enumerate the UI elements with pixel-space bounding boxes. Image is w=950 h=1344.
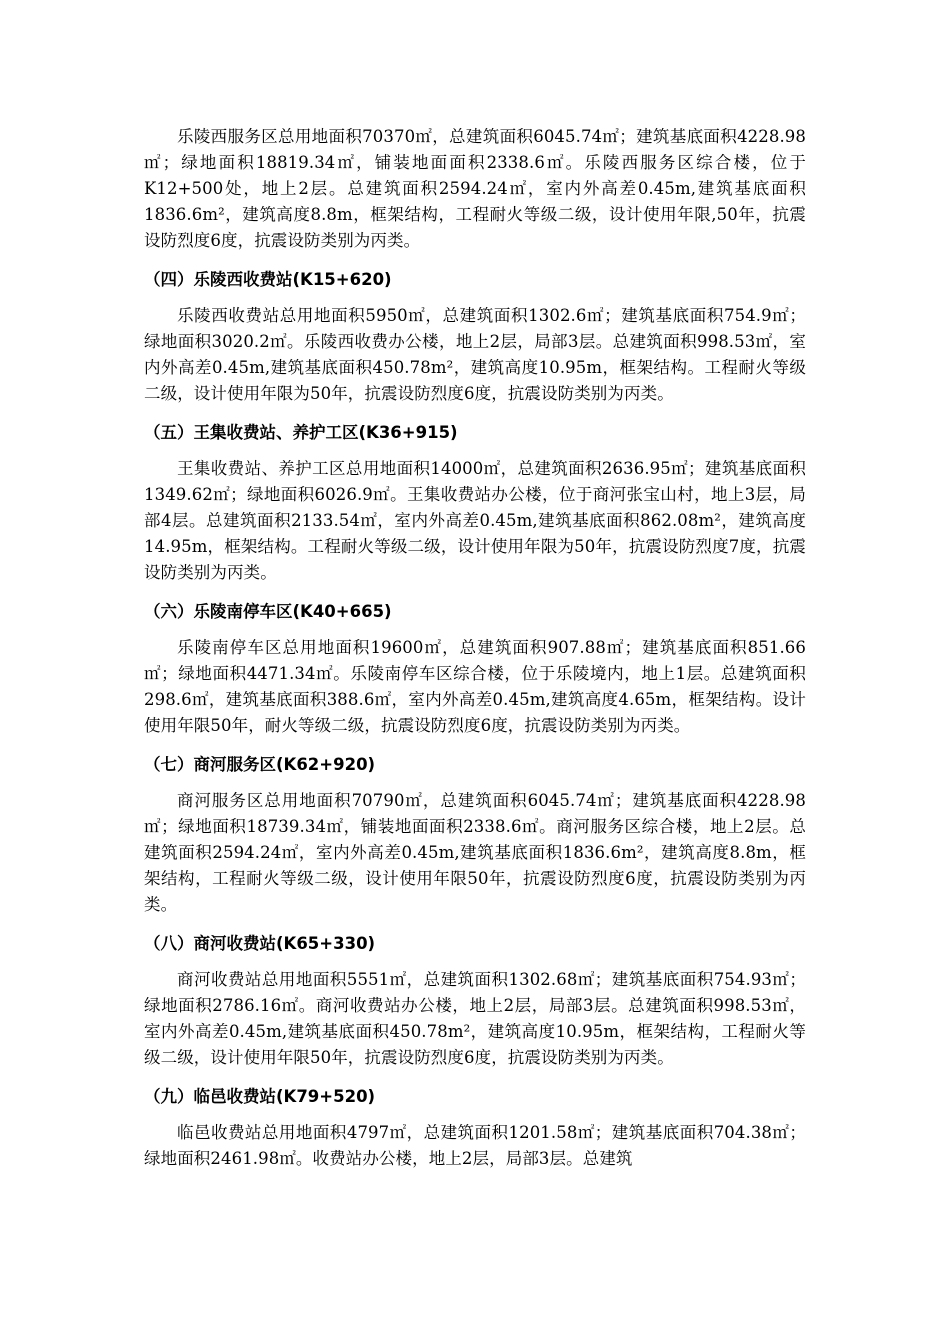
section-heading: （八）商河收费站(K65+330) [144, 934, 376, 953]
section-8 [144, 931, 806, 1071]
section-4 [144, 267, 806, 407]
section-heading: （四）乐陵西收费站(K15+620) [144, 270, 392, 289]
section-7 [144, 752, 806, 918]
section-paragraph: 乐陵南停车区总用地面积19600㎡，总建筑面积907.88㎡；建筑基底面积851.66㎡；绿地面积4471.34㎡。乐陵南停车区综合楼，位于乐陵境内，地上1层。总建筑面积298.6㎡，建筑基底面积388.6㎡，室内外高差0.45m,建筑高度4.65m，框架结构。设计使用年限50年，耐火等级二级，抗震设防烈度6度，抗震设防类别为丙类。 [144, 638, 806, 735]
section-paragraph: 王集收费站、养护工区总用地面积14000㎡，总建筑面积2636.95㎡；建筑基底面积1349.62㎡；绿地面积6026.9㎡。王集收费站办公楼，位于商河张宝山村，地上3层，局部4层。总建筑面积2133.54㎡，室内外高差0.45m,建筑基底面积862.08m²，建筑高度14.95m，框架结构。工程耐火等级二级，设计使用年限为50年，抗震设防烈度7度，抗震设防类别为丙类。 [144, 459, 806, 582]
document-body [144, 124, 806, 1172]
section-paragraph: 商河收费站总用地面积5551㎡，总建筑面积1302.68㎡；建筑基底面积754.93㎡；绿地面积2786.16㎡。商河收费站办公楼，地上2层，局部3层。总建筑面积998.53㎡，室内外高差0.45m,建筑基底面积450.78m²，建筑高度10.95m，框架结构，工程耐火等级二级，设计使用年限50年，抗震设防烈度6度，抗震设防类别为丙类。 [144, 970, 806, 1067]
section-heading: （九）临邑收费站(K79+520) [144, 1087, 376, 1106]
section-heading: （五）王集收费站、养护工区(K36+915) [144, 423, 458, 442]
section-6 [144, 599, 806, 739]
section-5 [144, 420, 806, 586]
section-heading: （七）商河服务区(K62+920) [144, 755, 376, 774]
intro-paragraph: 乐陵西服务区总用地面积70370㎡，总建筑面积6045.74㎡；建筑基底面积4228.98㎡；绿地面积18819.34㎡，铺装地面面积2338.6㎡。乐陵西服务区综合楼，位于K12+500处，地上2层。总建筑面积2594.24㎡，室内外高差0.45m,建筑基底面积1836.6m²，建筑高度8.8m，框架结构，工程耐火等级二级，设计使用年限,50年，抗震设防烈度6度，抗震设防类别为丙类。 [144, 127, 806, 250]
section-paragraph: 商河服务区总用地面积70790㎡，总建筑面积6045.74㎡；建筑基底面积4228.98㎡；绿地面积18739.34㎡，铺装地面面积2338.6㎡。商河服务区综合楼，地上2层。总建筑面积2594.24㎡，室内外高差0.45m,建筑基底面积1836.6m²，建筑高度8.8m，框架结构，工程耐火等级二级，设计使用年限50年，抗震设防烈度6度，抗震设防类别为丙类。 [144, 791, 806, 914]
section-paragraph: 乐陵西收费站总用地面积5950㎡，总建筑面积1302.6㎡；建筑基底面积754.9㎡；绿地面积3020.2㎡。乐陵西收费办公楼，地上2层，局部3层。总建筑面积998.53㎡，室内外高差0.45m,建筑基底面积450.78m²，建筑高度10.95m，框架结构。工程耐火等级二级，设计使用年限为50年，抗震设防烈度6度，抗震设防类别为丙类。 [144, 306, 806, 403]
section-heading: （六）乐陵南停车区(K40+665) [144, 602, 392, 621]
section-9 [144, 1084, 806, 1172]
section-paragraph: 临邑收费站总用地面积4797㎡，总建筑面积1201.58㎡；建筑基底面积704.38㎡；绿地面积2461.98㎡。收费站办公楼，地上2层，局部3层。总建筑 [144, 1123, 806, 1168]
